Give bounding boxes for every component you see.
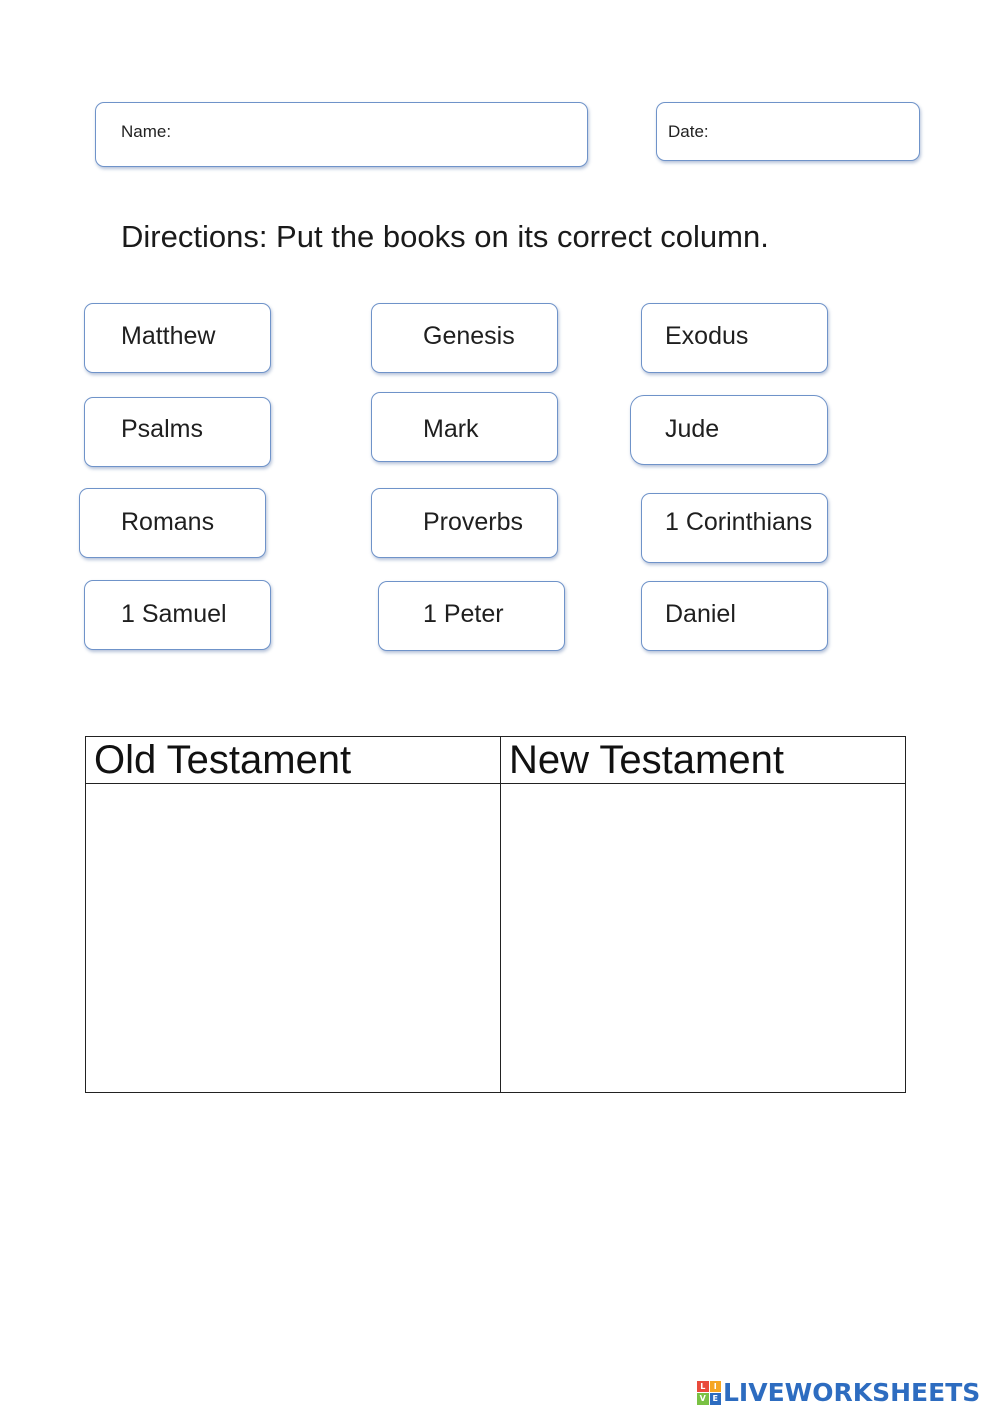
old-testament-header: Old Testament [86,737,501,784]
name-label: Name: [121,122,172,141]
table-drop-row [86,784,906,1093]
book-label-daniel: Daniel [665,600,736,628]
book-label-jude: Jude [665,415,720,443]
date-label: Date: [668,122,709,141]
logo-mark-letter: E [710,1393,722,1405]
book-label-1-peter: 1 Peter [423,600,504,628]
logo-mark-letter: L [697,1381,709,1393]
liveworksheets-logo [697,1378,980,1407]
new-testament-drop-zone[interactable] [501,784,906,1093]
logo-text: LIVEWORKSHEETS [723,1378,981,1407]
book-label-proverbs: Proverbs [423,508,524,536]
book-label-1-corinthians: 1 Corinthians [665,508,813,536]
book-label-mark: Mark [423,415,479,443]
book-label-1-samuel: 1 Samuel [121,600,227,628]
logo-mark-icon [697,1381,721,1405]
old-testament-drop-zone[interactable] [86,784,501,1093]
book-label-psalms: Psalms [121,415,203,443]
sorting-table [85,736,906,1093]
book-card-jude[interactable] [630,395,828,465]
book-label-exodus: Exodus [665,322,749,350]
book-label-romans: Romans [121,508,215,536]
book-label-genesis: Genesis [423,322,515,350]
logo-mark-letter: I [710,1381,722,1393]
table-header-row [86,737,906,784]
logo-mark-letter: V [697,1393,709,1405]
directions-text: Directions: Put the books on its correct column. [121,219,769,254]
new-testament-header: New Testament [501,737,906,784]
book-label-matthew: Matthew [121,322,216,350]
